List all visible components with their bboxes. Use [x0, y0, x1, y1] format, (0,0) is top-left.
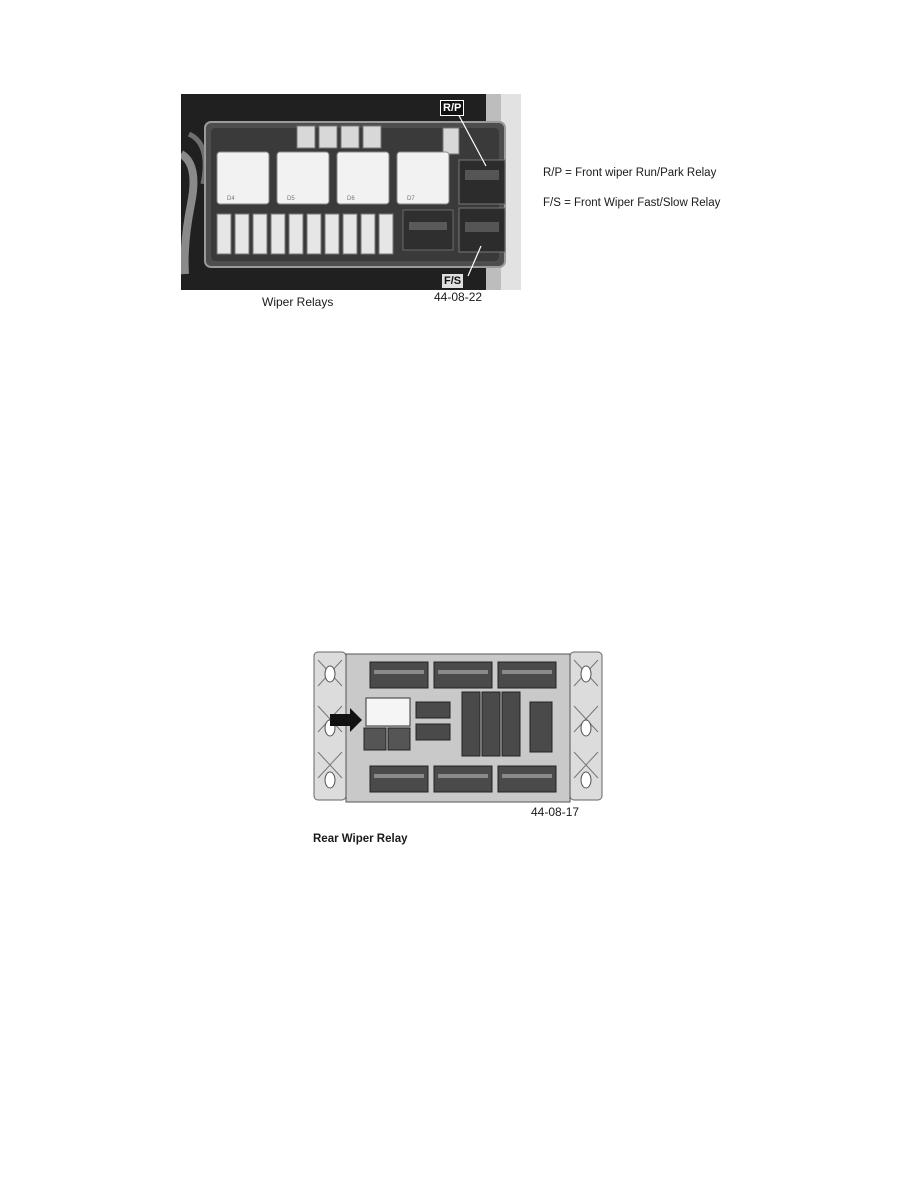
- relay-code-d6: D6: [347, 196, 355, 202]
- figure1-caption: Wiper Relays: [262, 295, 334, 309]
- relay-d6: [337, 152, 389, 204]
- relay-d4: [217, 152, 269, 204]
- junction-box-illustration: [312, 646, 604, 806]
- wiper-relays-photo: [181, 94, 521, 290]
- label-fs: F/S: [444, 275, 462, 287]
- label-rp: R/P: [440, 100, 464, 116]
- relay-code-d5: D5: [287, 196, 295, 202]
- relay-d7: [397, 152, 449, 204]
- relay-d5: [277, 152, 329, 204]
- rear-wiper-relay: [366, 698, 410, 726]
- legend-rp: R/P = Front wiper Run/Park Relay: [543, 167, 717, 179]
- rear-junction-box-photo: [312, 646, 604, 806]
- relay-code-d4: D4: [227, 196, 235, 202]
- legend-fs: F/S = Front Wiper Fast/Slow Relay: [543, 197, 721, 209]
- figure1-number: 44-08-22: [434, 290, 483, 304]
- fuse-box-illustration: [181, 94, 521, 290]
- figure2-number: 44-08-17: [531, 805, 580, 819]
- relay-code-d7: D7: [407, 196, 415, 202]
- figure2-caption: Rear Wiper Relay: [313, 833, 408, 845]
